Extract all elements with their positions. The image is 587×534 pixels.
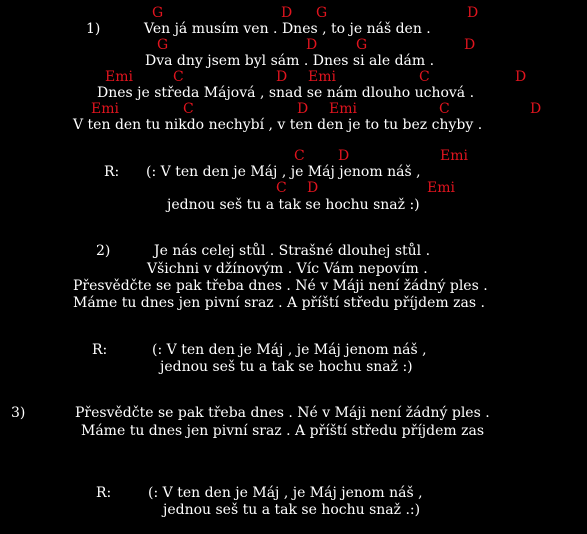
- chord: D: [306, 37, 318, 53]
- chord: C: [276, 180, 287, 196]
- verse-number: 1): [86, 21, 101, 37]
- chord: C: [439, 101, 450, 117]
- lyric-text: (: V ten den je Máj , je Máj jenom náš ,: [146, 164, 421, 180]
- refrain-label: R:: [96, 485, 112, 501]
- lyric-text: Přesvědčte se pak třeba dnes . Né v Máji není žádný ples .: [73, 278, 488, 294]
- chord: D: [464, 37, 476, 53]
- chord: G: [152, 5, 164, 21]
- chord: D: [530, 101, 542, 117]
- lyric-text: (: V ten den je Máj , je Máj jenom náš ,: [152, 342, 427, 358]
- chord: C: [294, 148, 305, 164]
- chord: D: [276, 69, 288, 85]
- chord: Emi: [329, 101, 357, 117]
- chord: Emi: [427, 180, 455, 196]
- lyric-text: Přesvědčte se pak třeba dnes . Né v Máji není žádný ples .: [75, 405, 490, 421]
- chord: G: [157, 37, 169, 53]
- verse1-line4: [0, 117, 483, 149]
- chord: Emi: [308, 69, 336, 85]
- chord: Emi: [91, 101, 119, 117]
- lyric-text: jednou seš tu a tak se hochu snaž :): [160, 359, 413, 375]
- chord: D: [467, 5, 479, 21]
- lyric-text: Je nás celej stůl . Strašné dlouhej stůl .: [154, 243, 431, 259]
- lyric-text: V ten den tu nikdo nechybí , v ten den je to tu bez chyby .: [73, 117, 483, 133]
- refrain-label: R:: [92, 342, 108, 358]
- lyric-text: Máme tu dnes jen pivní sraz . A příští středu příjdem zas: [81, 423, 485, 439]
- chord: C: [183, 101, 194, 117]
- lyric-text: Všichni v džínovým . Víc Vám nepovím .: [147, 261, 428, 277]
- chord: C: [173, 69, 184, 85]
- refrain-label: R:: [104, 164, 120, 180]
- lyric-text: (: V ten den je Máj , je Máj jenom náš ,: [148, 485, 423, 501]
- chord: D: [338, 148, 350, 164]
- verse-number: 2): [96, 243, 111, 259]
- lyric-text: Máme tu dnes jen pivní sraz . A příští středu příjdem zas .: [73, 295, 485, 311]
- lyric-text: Dva dny jsem byl sám . Dnes si ale dám .: [145, 53, 435, 69]
- lyric-text: Ven já musím ven . Dnes , to je náš den .: [144, 21, 431, 37]
- refrain3-line2: [0, 502, 421, 534]
- chord: G: [316, 5, 328, 21]
- lyric-text: Dnes je středa Májová , snad se nám dlouho uchová .: [97, 85, 475, 101]
- lyric-text: jednou seš tu a tak se hochu snaž :): [167, 197, 420, 213]
- refrain1-line2: [0, 197, 420, 229]
- refrain2-line2: [0, 359, 413, 391]
- verse3-line2: [0, 423, 485, 455]
- chord: D: [281, 5, 293, 21]
- chord: D: [307, 180, 319, 196]
- chord: Emi: [105, 69, 133, 85]
- verse-number: 3): [11, 405, 26, 421]
- chord: Emi: [440, 148, 468, 164]
- chord: G: [356, 37, 368, 53]
- chord: C: [419, 69, 430, 85]
- verse2-line4: [0, 295, 485, 327]
- lyric-text: jednou seš tu a tak se hochu snaž .:): [163, 502, 421, 518]
- chord: D: [297, 101, 309, 117]
- chord: D: [515, 69, 527, 85]
